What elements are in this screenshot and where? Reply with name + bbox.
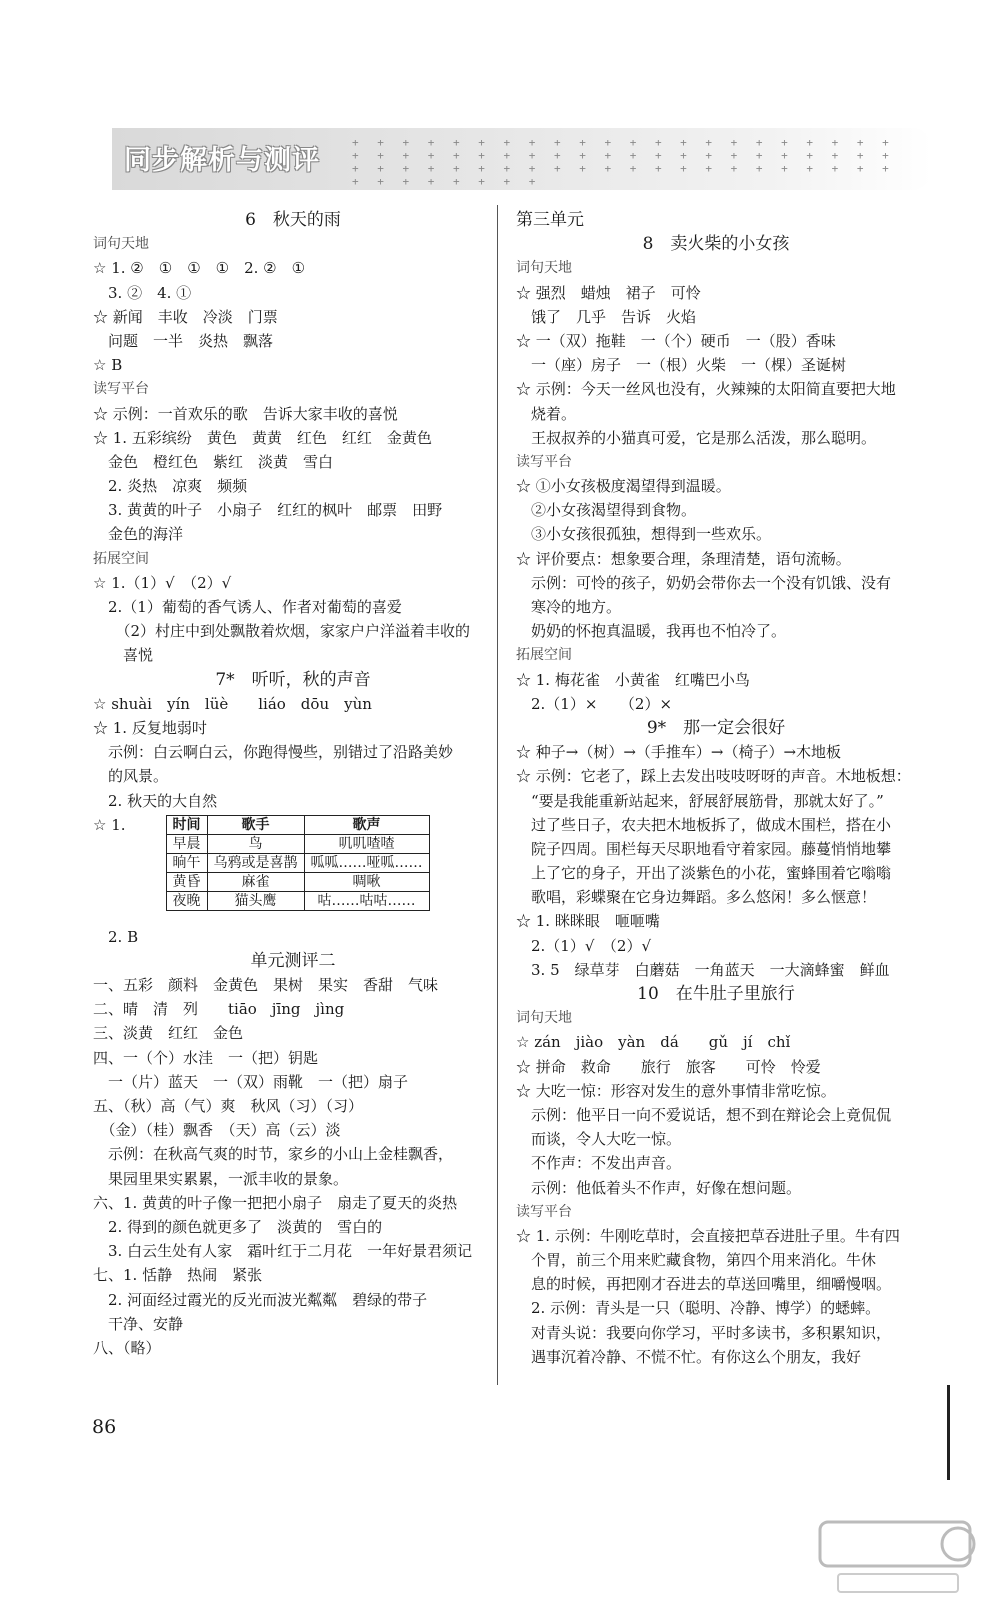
subsection-label: 词句天地	[516, 1010, 572, 1027]
answer-line: ☆ 示例：一首欢乐的歌 告诉大家丰收的喜悦	[93, 404, 398, 423]
table-cell: 啁啾	[304, 872, 429, 891]
table-cell: 黄昏	[166, 872, 207, 891]
table-row	[166, 834, 429, 853]
answer-line: 金色 橙红色 紫红 淡黄 雪白	[93, 452, 334, 471]
section-title: 单元测评二	[250, 950, 336, 971]
answer-line: 2.（1）葡萄的香气诱人、作者对葡萄的喜爱	[93, 598, 402, 616]
answer-line: 问题 一半 炎热 飘落	[93, 331, 274, 350]
answer-line: 2. 河面经过霞光的反光而波光粼粼 碧绿的带子	[93, 1290, 428, 1309]
answer-line: 不作声：不发出声音。	[516, 1154, 682, 1173]
answer-line: ☆ 评价要点：想象要合理，条理清楚，语句流畅。	[516, 549, 851, 568]
table-cell: 乌鸦或是喜鹊	[207, 853, 304, 872]
answer-line: 八、（略）	[93, 1338, 161, 1357]
answer-line: 3. ② 4. ①	[93, 283, 192, 302]
answer-line: ☆ shuài yín lüè liáo dōu yùn	[93, 694, 372, 713]
site-logo-watermark	[818, 1518, 988, 1598]
answer-line: 2.（1）√ （2）√	[516, 936, 652, 955]
section-title: 9* 那一定会很好	[646, 717, 786, 738]
answer-line: 烧着。	[516, 404, 577, 423]
answer-line: 三、淡黄 红红 金色	[93, 1024, 244, 1043]
answer-line: “要是我能重新站起来，舒展舒展筋骨，那就太好了。”	[516, 791, 884, 810]
answer-line: 2. 秋天的大自然	[93, 791, 218, 810]
answer-line: 示例：可怜的孩子，奶奶会带你去一个没有饥饿、没有	[516, 573, 892, 592]
answer-line: 遇事沉着冷静、不慌不忙。有你这么个朋友，我好	[516, 1347, 862, 1366]
answer-line: 王叔叔养的小猫真可爱，它是那么活泼，那么聪明。	[516, 428, 877, 447]
table-row	[166, 853, 429, 872]
answer-line: 上了它的身子，开出了淡紫色的小花，蜜蜂围着它嗡嗡	[516, 864, 892, 883]
answer-line: 喜悦	[93, 646, 154, 665]
page-number: 86	[92, 1416, 117, 1438]
answer-line: 干净、安静	[93, 1314, 184, 1333]
subsection-label: 读写平台	[516, 453, 572, 470]
table-cell: 早晨	[166, 834, 207, 853]
answer-line: 示例：他平日一向不爱说话，想不到在辩论会上竟侃侃	[516, 1105, 892, 1124]
section-title: 10 在牛肚子里旅行	[637, 984, 795, 1004]
subsection-label: 词句天地	[93, 236, 149, 253]
table-cell: 晌午	[166, 853, 207, 872]
answer-line: 一（座）房子 一（根）火柴 一（棵）圣诞树	[516, 356, 847, 375]
table-header: 时间	[166, 815, 207, 834]
answer-line: ☆ 1. 眯眯眼 咂咂嘴	[516, 912, 660, 931]
answer-line: ☆ 1. ② ① ① ① 2. ② ①	[93, 259, 306, 278]
song-table-row	[93, 813, 493, 925]
answer-line: ☆ 强烈 蜡烛 裙子 可怜	[516, 283, 701, 302]
answer-line: 过了些日子，农夫把木地板拆了，做成木围栏，搭在小	[516, 815, 892, 834]
answer-line: 3. 黄黄的叶子 小扇子 红红的枫叶 邮票 田野	[93, 501, 443, 520]
answer-line: 2.（1）× （2）×	[516, 694, 673, 713]
answer-line: ☆ B	[93, 356, 123, 375]
decorative-dots: + + + + + + + + + + + + + + + + + + + + + + + + + + + + + + + + + + + + + + + + + + + + + + + + + + + + + + + + + + + + + + + + + + + + + + + + + +	[352, 136, 895, 188]
left-column	[93, 208, 493, 1360]
table-row	[166, 891, 429, 910]
answer-line: 五、（秋）高（气）爽 秋风（习）（习）	[93, 1097, 364, 1115]
answer-line: 2. B	[93, 927, 139, 946]
subsection-label: 拓展空间	[93, 550, 149, 567]
answer-line: 院子四周。围栏每天尽职地看守着家园。藤蔓悄悄地攀	[516, 839, 892, 858]
table-row	[166, 872, 429, 891]
answer-line: 示例：他低着头不作声，好像在想问题。	[516, 1178, 802, 1197]
table-cell: 咕……咕咕……	[304, 891, 429, 910]
answer-line: ☆ 示例：它老了，踩上去发出吱吱呀呀的声音。木地板想：	[516, 767, 911, 786]
answer-line: 一（片）蓝天 一（双）雨靴 一（把）扇子	[93, 1072, 409, 1091]
answer-line: 六、1. 黄黄的叶子像一把把小扇子 扇走了夏天的炎热	[93, 1193, 458, 1212]
answer-line: ☆ 1.（1）√ （2）√	[93, 573, 232, 592]
answer-line: 歌唱，彩蝶聚在它身边舞蹈。多么悠闲！多么惬意！	[516, 888, 877, 907]
answer-line: 的风景。	[93, 767, 169, 786]
answer-line: 2. 得到的颜色就更多了 淡黄的 雪白的	[93, 1217, 383, 1236]
answer-line: 奶奶的怀抱真温暖，我再也不怕冷了。	[516, 622, 787, 641]
answer-line: ☆ 示例：今天一丝风也没有，火辣辣的太阳简直要把大地	[516, 380, 896, 399]
answer-line: ☆ 种子→（树）→（手推车）→（椅子）→木地板	[516, 743, 842, 762]
answer-line: 金色的海洋	[93, 525, 184, 544]
subsection-label: 读写平台	[516, 1203, 572, 1220]
answer-line: ☆ 大吃一惊：形容对发生的意外事情非常吃惊。	[516, 1081, 836, 1100]
margin-bar	[947, 1385, 950, 1480]
answer-line: ③小女孩很孤独，想得到一些欢乐。	[516, 525, 772, 544]
page-header-banner	[112, 128, 932, 190]
answer-line: 寒冷的地方。	[516, 598, 622, 616]
table-cell: 呱呱……哑呱……	[304, 853, 429, 872]
table-header: 歌手	[207, 815, 304, 834]
answer-line: ☆ 新闻 丰收 冷淡 门票	[93, 307, 278, 326]
table-header: 歌声	[304, 815, 429, 834]
song-table	[166, 815, 430, 911]
answer-line: ☆ 一（双）拖鞋 一（个）硬币 一（股）香味	[516, 331, 836, 350]
unit-heading: 第三单元	[516, 210, 584, 230]
answer-line: ☆ 1. 示例：牛刚吃草时，会直接把草吞进肚子里。牛有四	[516, 1226, 900, 1245]
answer-line: ☆ 1. 梅花雀 小黄雀 红嘴巴小鸟	[516, 670, 750, 689]
answer-line: 2. 炎热 凉爽 频频	[93, 477, 248, 496]
table-cell: 猫头鹰	[207, 891, 304, 910]
subsection-label: 词句天地	[516, 260, 572, 277]
answer-line: 一、五彩 颜料 金黄色 果树 果实 香甜 气味	[93, 976, 439, 995]
answer-line: 对青头说：我要向你学习，平时多读书，多积累知识，	[516, 1323, 892, 1342]
answer-line: ☆ 1. 五彩缤纷 黄色 黄黄 红色 红红 金黄色	[93, 428, 432, 447]
table-cell: 鸟	[207, 834, 304, 853]
subsection-label: 读写平台	[93, 381, 149, 398]
answer-line: 七、1. 恬静 热闹 紧张	[93, 1266, 263, 1285]
series-title: 同步解析与测评	[124, 145, 320, 176]
answer-line: （金）（桂）飘香 （天）高（云）淡	[93, 1121, 341, 1140]
table-cell: 麻雀	[207, 872, 304, 891]
answer-line: 个胃，前三个用来贮藏食物，第四个用来消化。牛休	[516, 1251, 877, 1270]
answer-line: 果园里果实累累，一派丰收的景象。	[93, 1169, 349, 1188]
answer-line: 而谈，令人大吃一惊。	[516, 1130, 682, 1149]
section-title: 6 秋天的雨	[245, 210, 341, 230]
answer-line: （2）村庄中到处飘散着炊烟，家家户户洋溢着丰收的	[93, 622, 471, 641]
answer-line: 饿了 几乎 告诉 火焰	[516, 307, 697, 326]
answer-line: ☆ ①小女孩极度渴望得到温暖。	[516, 477, 731, 496]
answer-line: 二、晴 清 列 tiāo jīng jìng	[93, 1000, 345, 1019]
answer-line: 示例：在秋高气爽的时节，家乡的小山上金桂飘香，	[93, 1145, 454, 1164]
answer-line: 息的时候，再把刚才吞进去的草送回嘴里，细嚼慢咽。	[516, 1275, 892, 1294]
section-title: 8 卖火柴的小女孩	[642, 234, 790, 255]
answer-line: 2. 示例：青头是一只（聪明、冷静、博学）的蟋蟀。	[516, 1299, 881, 1318]
answer-line: 3. 白云生处有人家 霜叶红于二月花 一年好景君须记	[93, 1242, 473, 1261]
column-divider	[497, 205, 498, 1385]
answer-line: ②小女孩渴望得到食物。	[516, 501, 697, 520]
table-cell: 叽叽喳喳	[304, 834, 429, 853]
table-cell: 夜晚	[166, 891, 207, 910]
answer-line: 四、一（个）水洼 一（把）钥匙	[93, 1048, 319, 1067]
answer-line: 示例：白云啊白云，你跑得慢些，别错过了沿路美妙	[93, 743, 454, 762]
answer-line: ☆ 拼命 救命 旅行 旅客 可怜 怜爱	[516, 1057, 821, 1076]
right-column	[516, 208, 916, 1369]
subsection-label: 拓展空间	[516, 647, 572, 664]
answer-label: ☆ 1.	[93, 815, 126, 834]
answer-line: ☆ zán jiào yàn dá gǔ jí chǐ	[516, 1033, 791, 1052]
answer-line: ☆ 1. 反复地弱吋	[93, 718, 207, 737]
answer-line: 3. 5 绿草芽 白蘑菇 一角蓝天 一大滴蜂蜜 鲜血	[516, 960, 890, 979]
section-title: 7* 听听，秋的声音	[215, 669, 371, 690]
